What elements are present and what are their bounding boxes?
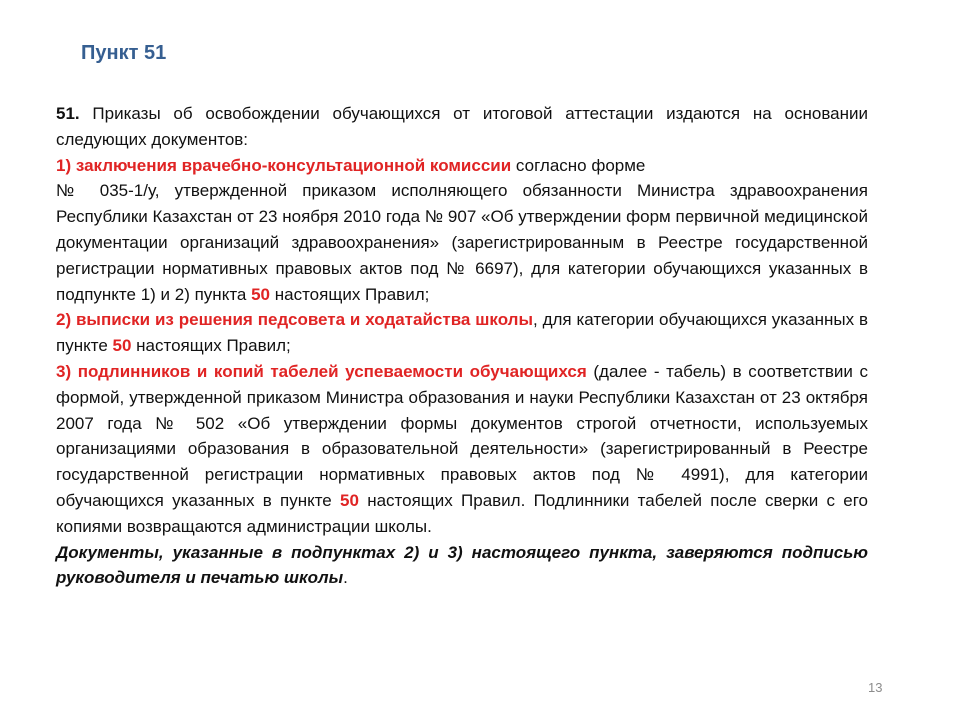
item-2-reference-number: 50 bbox=[112, 336, 132, 356]
item-3-heading: 3) подлинников и копий табелей успеваемости обучающихся bbox=[56, 361, 587, 381]
point-number: 51. bbox=[56, 104, 80, 123]
item-2-paragraph bbox=[56, 307, 868, 359]
item-1-text-b: № 035-1/у, утвержденной приказом исполняющего обязанности Министра здравоохранения Республики Казахстан от 23 ноября 2010 года № 907 «Об утверждении форм первичной медицинской документации организаций здравоохранения» (зарегистрированным в Реестре государственной регистрации нормативных правовых актов под № 6697), для категории обучающихся указанных в подпункте 1) и 2) пункта bbox=[56, 181, 868, 304]
item-1-continuation bbox=[56, 178, 868, 307]
document-body bbox=[56, 101, 868, 591]
closing-end: . bbox=[343, 568, 348, 588]
item-1-reference-number: 50 bbox=[251, 284, 271, 304]
item-3-end: настоящих Правил. Подлинники табелей после сверки с его копиями возвращаются администрации школы. bbox=[56, 490, 868, 536]
page-number: 13 bbox=[868, 680, 883, 695]
item-1-paragraph bbox=[56, 153, 868, 179]
item-2-heading: 2) выписки из решения педсовета и ходатайства школы bbox=[56, 310, 533, 330]
closing-paragraph bbox=[56, 540, 868, 592]
item-3-paragraph bbox=[56, 359, 868, 540]
item-1-text-a: согласно форме bbox=[511, 155, 646, 175]
item-2-text: , для категории обучающихся указанных в пункте bbox=[56, 310, 868, 356]
intro-paragraph bbox=[56, 101, 868, 153]
slide-title: Пункт 51 bbox=[81, 42, 167, 64]
closing-bold-italic: Документы, указанные в подпунктах 2) и 3) настоящего пункта, заверяются подписью руководителя и печатью школы bbox=[56, 542, 868, 588]
item-2-end: настоящих Правил; bbox=[131, 336, 291, 356]
item-3-text: (далее - табель) в соответствии с формой, утвержденной приказом Министра образования и науки Республики Казахстан от 23 октября 2007 года № 502 «Об утверждении формы документов строгой отчетности, используемых организациями образования в образовательной деятельности» (зарегистрированный в Реестре государственной регистрации нормативных правовых актов под № 4991), для категории обучающихся указанных в пункте bbox=[56, 361, 868, 510]
item-3-reference-number: 50 bbox=[340, 490, 359, 510]
item-1-heading: 1) заключения врачебно-консультационной комиссии bbox=[56, 155, 512, 175]
item-1-end: настоящих Правил; bbox=[270, 284, 430, 304]
intro-text: Приказы об освобождении обучающихся от итоговой аттестации издаются на основании следующих документов: bbox=[56, 104, 868, 149]
